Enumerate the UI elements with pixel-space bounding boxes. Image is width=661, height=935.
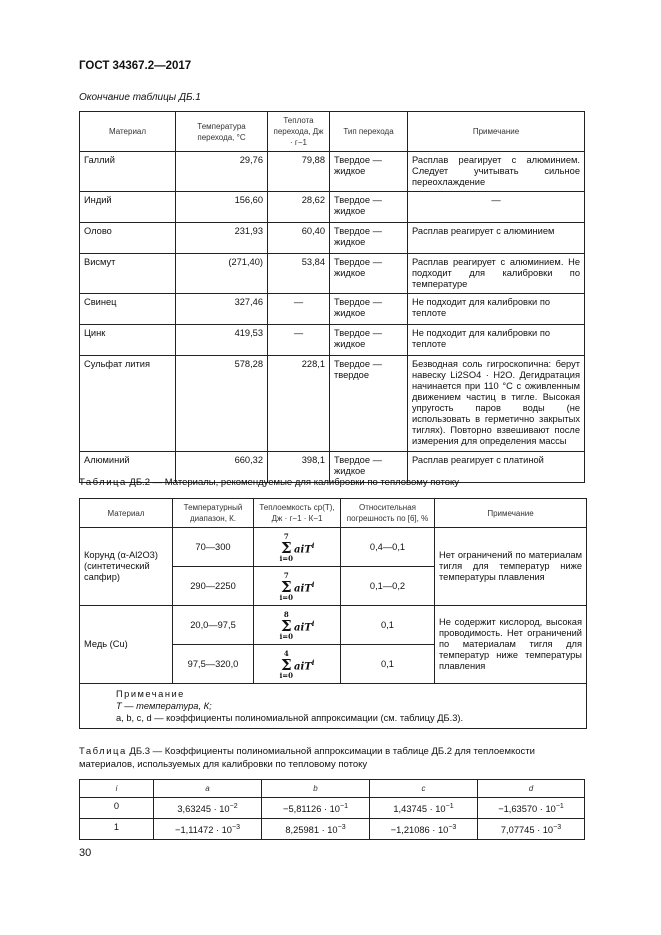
cell-formula <box>254 567 341 606</box>
coef-exponent: −1 <box>555 803 564 810</box>
cell-type: Твердое — жидкое <box>330 294 408 325</box>
coef-exponent: −3 <box>231 824 240 832</box>
cell-note: Расплав реагирует с алюминием. Не подходит для калибровки по температуре <box>408 254 585 294</box>
cell-error: 0,1 <box>341 606 435 645</box>
page-number: 30 <box>79 847 92 859</box>
table-row <box>80 325 585 356</box>
sum-upper: 8 <box>283 610 289 619</box>
table-row <box>80 528 587 567</box>
table-row <box>80 819 585 840</box>
coef-exponent: −1 <box>339 803 348 810</box>
sum-formula <box>280 611 315 641</box>
cell-note: — <box>408 192 585 223</box>
cell-temp: 660,32 <box>176 452 268 483</box>
coef-mantissa: −1,11472 · 10 <box>175 825 232 836</box>
col-header-material: Материал <box>80 112 176 152</box>
cell-type: Твердое — жидкое <box>330 223 408 254</box>
cell-type: Твердое — жидкое <box>330 325 408 356</box>
cell-type: Твердое — жидкое <box>330 452 408 483</box>
cell-error: 0,4—0,1 <box>341 528 435 567</box>
cell-material: Алюминий <box>80 452 176 483</box>
caption-text: ДБ.2 — Материалы, рекомендуемые для калибровки по тепловому потоку <box>129 477 460 488</box>
cell-material: Цинк <box>80 325 176 356</box>
cell-heat: 398,1 <box>268 452 330 483</box>
col-header-temperature: Температура перехода, °С <box>176 112 268 152</box>
cell-formula <box>254 606 341 645</box>
cell-material: Корунд (α-Al2O3) (синтетический сапфир) <box>80 528 173 606</box>
cell-note: Нет ограничений по материалам тигля для температур ниже температуры плавления <box>435 528 587 606</box>
cell-note: Безводная соль гигроскопична: берут навеску Li2SO4 · H2O. Дегидратация начинается при 110 °С с оживленным движением частиц в тигле. Высокая упругость паров воды (не использовать в герметично закрытых тиглях). Повторно взвешивают после измерения для определения массы <box>408 356 585 452</box>
cell-heat: 60,40 <box>268 223 330 254</box>
coef-exponent: −3 <box>448 824 457 832</box>
coef-mantissa: −1,63570 · 10 <box>498 804 556 815</box>
cell-heat: 28,62 <box>268 192 330 223</box>
cell-i: 1 <box>80 819 154 840</box>
cell-a <box>154 798 262 819</box>
cell-range: 20,0—97,5 <box>173 606 254 645</box>
cell-type: Твердое — жидкое <box>330 192 408 223</box>
note-line-1: T — температура, К; <box>116 701 212 711</box>
cell-formula <box>254 645 341 684</box>
col-header-a: a <box>154 780 262 798</box>
coef-exponent: −2 <box>229 803 238 810</box>
col-header-range: Температурный диапазон, К. <box>173 499 254 528</box>
cell-material: Индий <box>80 192 176 223</box>
table-row <box>80 152 585 192</box>
cell-i: 0 <box>80 798 154 819</box>
table-note-row <box>80 684 587 729</box>
sum-upper: 7 <box>283 571 289 580</box>
coef-mantissa: 8,25981 · 10 <box>285 825 338 836</box>
coef-mantissa: 3,63245 · 10 <box>177 804 230 815</box>
col-header-i: i <box>80 780 154 798</box>
col-header-heat: Теплота перехода, Дж · г−1 <box>268 112 330 152</box>
cell-range: 97,5—320,0 <box>173 645 254 684</box>
cell-heat: 228,1 <box>268 356 330 452</box>
cell-formula <box>254 528 341 567</box>
table-db3 <box>79 779 585 840</box>
cell-c <box>370 798 478 819</box>
table-row <box>80 606 587 645</box>
cell-material: Свинец <box>80 294 176 325</box>
table-row <box>80 356 585 452</box>
cell-range: 290—2250 <box>173 567 254 606</box>
term-sup: i <box>311 658 315 668</box>
note-title: Примечание <box>116 689 185 699</box>
col-header-c: c <box>370 780 478 798</box>
caption-label: Таблица <box>79 477 127 488</box>
cell-heat: — <box>268 325 330 356</box>
coef-exponent: −3 <box>337 824 346 832</box>
cell-note: Не содержит кислород, высокая проводимость. Нет ограничений по материалам тигля для температур ниже температуры плавления <box>435 606 587 684</box>
cell-d <box>478 819 585 840</box>
coef-exponent: −1 <box>445 803 454 810</box>
cell-note: Расплав реагирует с алюминием. Следует учитывать сильное переохлаждение <box>408 152 585 192</box>
term-base: aiT <box>294 583 312 595</box>
table-row <box>80 192 585 223</box>
coef-mantissa: 1,43745 · 10 <box>393 804 446 815</box>
caption-text: ДБ.3 — Коэффициенты полиномиальной аппроксимации в таблице ДБ.2 для теплоемкости материалов, используемых для калибровки по тепловому потоку <box>79 746 535 770</box>
cell-heat: 79,88 <box>268 152 330 192</box>
cell-range: 70—300 <box>173 528 254 567</box>
sum-upper: 7 <box>283 532 289 541</box>
cell-b <box>262 798 370 819</box>
cell-heat: 53,84 <box>268 254 330 294</box>
sum-lower: i=0 <box>279 671 293 680</box>
document-header: ГОСТ 34367.2—2017 <box>79 60 192 72</box>
cell-temp: 327,46 <box>176 294 268 325</box>
table-row <box>80 294 585 325</box>
sum-formula <box>280 572 315 602</box>
sigma-symbol: Σ <box>280 656 292 674</box>
table2-caption <box>79 477 459 488</box>
col-header-material: Материал <box>80 499 173 528</box>
cell-type: Твердое — жидкое <box>330 254 408 294</box>
sum-term <box>294 657 314 672</box>
term-sup: i <box>311 580 315 590</box>
term-base: aiT <box>294 661 312 673</box>
table-row <box>80 798 585 819</box>
cell-temp: 419,53 <box>176 325 268 356</box>
sigma-symbol: Σ <box>280 578 292 596</box>
col-header-note: Примечание <box>408 112 585 152</box>
term-sup: i <box>311 619 315 629</box>
cell-note: Не подходит для калибровки по теплоте <box>408 325 585 356</box>
sum-term <box>294 579 314 594</box>
table-db2 <box>79 498 587 729</box>
coef-exponent: −3 <box>553 824 562 832</box>
table-row <box>80 254 585 294</box>
sum-formula <box>280 650 315 680</box>
cell-temp: 156,60 <box>176 192 268 223</box>
cell-material: Медь (Cu) <box>80 606 173 684</box>
cell-material: Висмут <box>80 254 176 294</box>
cell-error: 0,1—0,2 <box>341 567 435 606</box>
cell-type: Твердое — твердое <box>330 356 408 452</box>
cell-note: Расплав реагирует с алюминием <box>408 223 585 254</box>
sum-term <box>294 540 314 555</box>
cell-heat: — <box>268 294 330 325</box>
cell-material: Галлий <box>80 152 176 192</box>
term-base: aiT <box>294 622 312 634</box>
table-db1 <box>79 111 585 483</box>
cell-c <box>370 819 478 840</box>
table3-caption <box>79 745 587 771</box>
cell-material: Олово <box>80 223 176 254</box>
col-header-d: d <box>478 780 585 798</box>
cell-a <box>154 819 262 840</box>
cell-temp: 29,76 <box>176 152 268 192</box>
coef-mantissa: 7,07745 · 10 <box>500 825 554 836</box>
sum-upper: 4 <box>283 649 289 658</box>
cell-note: Расплав реагирует с платиной <box>408 452 585 483</box>
term-base: aiT <box>294 544 312 556</box>
sum-formula <box>280 533 315 563</box>
cell-d <box>478 798 585 819</box>
caption-label: Таблица <box>79 746 127 757</box>
sum-term <box>294 618 314 633</box>
cell-temp: (271,40) <box>176 254 268 294</box>
cell-temp: 231,93 <box>176 223 268 254</box>
cell-note: Не подходит для калибровки по теплоте <box>408 294 585 325</box>
cell-temp: 578,28 <box>176 356 268 452</box>
col-header-type: Тип перехода <box>330 112 408 152</box>
sum-lower: i=0 <box>279 593 293 602</box>
cell-type: Твердое — жидкое <box>330 152 408 192</box>
col-header-error: Относительная погрешность по [6], % <box>341 499 435 528</box>
table2-note <box>80 684 587 729</box>
col-header-note: Примечание <box>435 499 587 528</box>
sum-lower: i=0 <box>279 554 293 563</box>
term-sup: i <box>311 541 315 551</box>
sigma-symbol: Σ <box>280 539 292 557</box>
coef-mantissa: −5,81126 · 10 <box>283 804 340 815</box>
col-header-b: b <box>262 780 370 798</box>
col-header-heat-capacity: Теплоемкость cp(T), Дж · г−1 · К−1 <box>254 499 341 528</box>
sigma-symbol: Σ <box>280 617 292 635</box>
cell-b <box>262 819 370 840</box>
cell-material: Сульфат лития <box>80 356 176 452</box>
note-line-2: a, b, c, d — коэффициенты полиномиальной аппроксимации (см. таблицу ДБ.3). <box>116 713 464 723</box>
coef-mantissa: −1,21086 · 10 <box>390 825 449 836</box>
table-row <box>80 223 585 254</box>
cell-error: 0,1 <box>341 645 435 684</box>
sum-lower: i=0 <box>279 632 293 641</box>
table1-caption: Окончание таблицы ДБ.1 <box>79 92 201 103</box>
